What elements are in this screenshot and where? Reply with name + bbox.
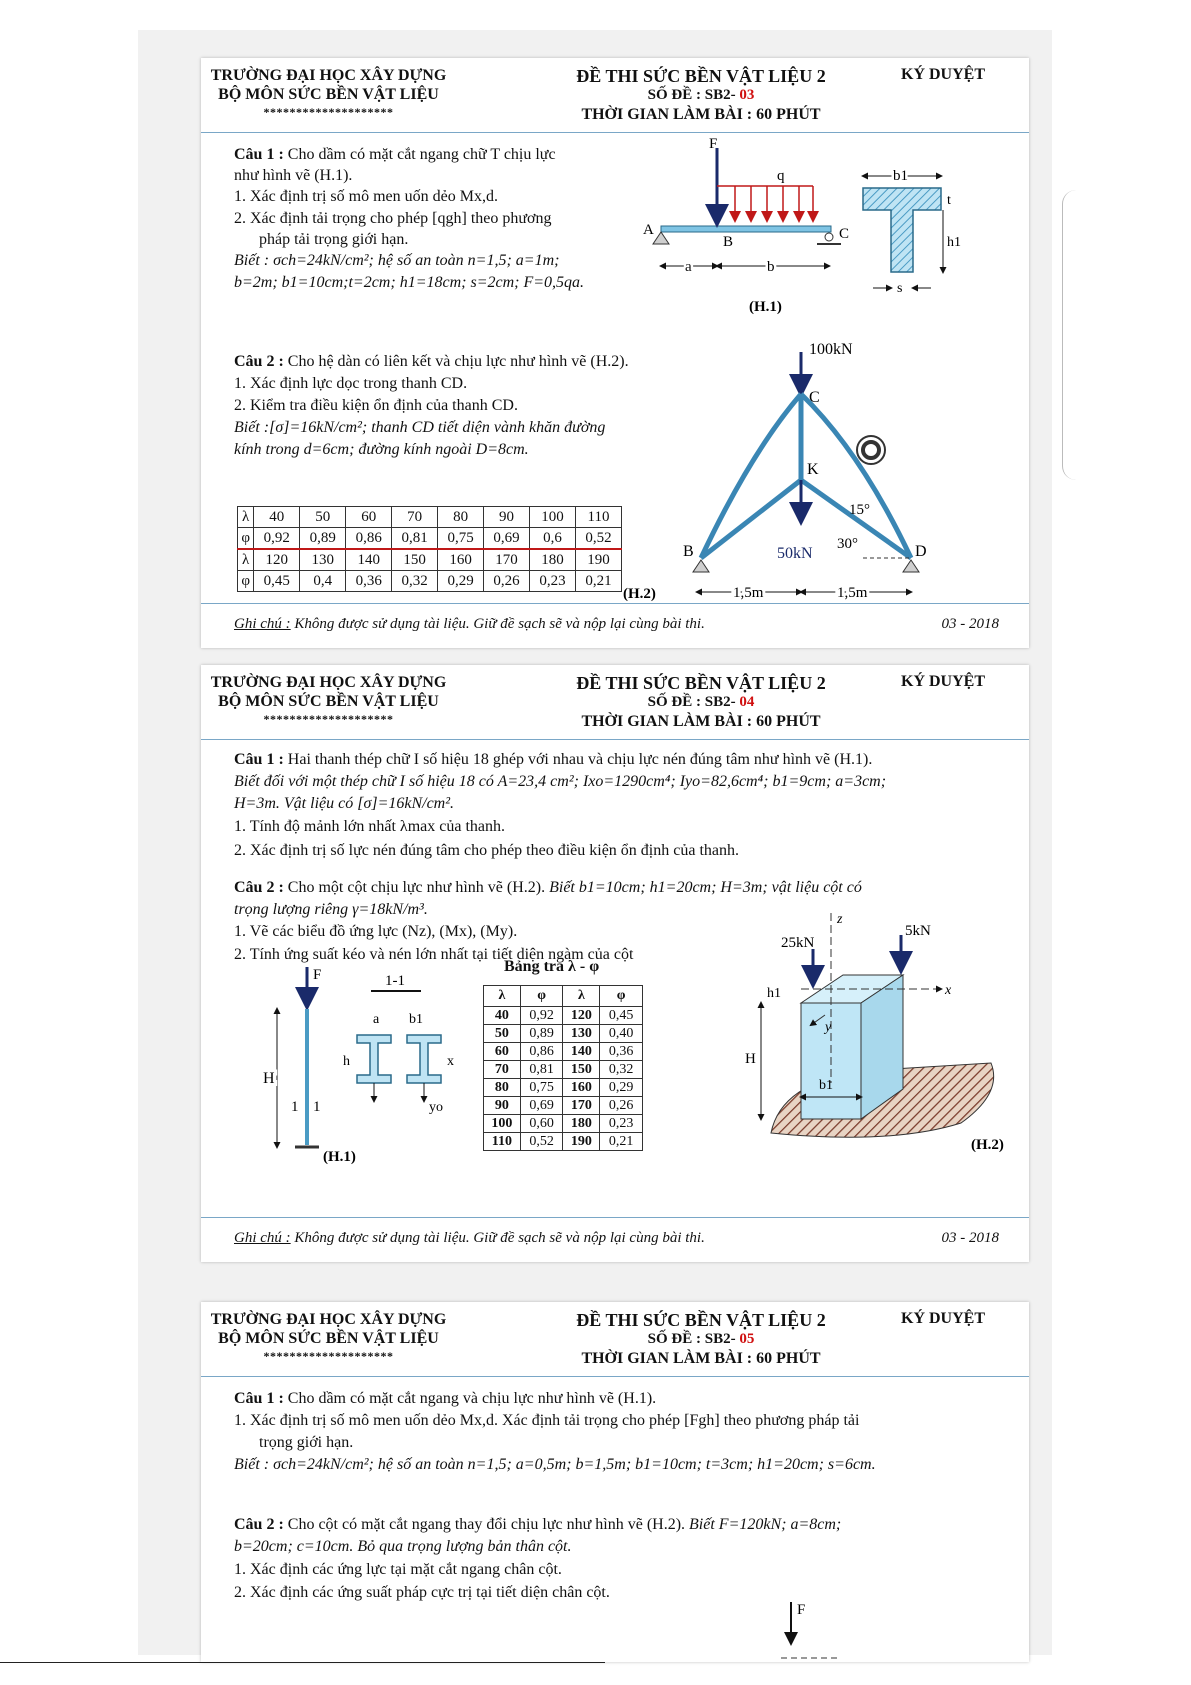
- table-cell: 0,32: [392, 571, 438, 592]
- column-bar: [305, 1009, 309, 1145]
- table-row-header: λ: [238, 507, 254, 528]
- q2-intro-text: Cho một cột chịu lực như hình vẽ (H.2).: [283, 879, 550, 896]
- table-cell: 0,6: [530, 528, 576, 550]
- exam-title: ĐỀ THI SỨC BỀN VẬT LIỆU 2: [576, 1310, 826, 1330]
- label-5kn: 5kN: [905, 923, 931, 939]
- label-25kn: 25kN: [781, 935, 815, 951]
- table-cell: 40: [254, 507, 300, 528]
- table-cell: 0,26: [484, 571, 530, 592]
- q2-intro-given: Biết F=120kN; a=8cm;: [689, 1516, 842, 1533]
- table-cell: 0,92: [254, 528, 300, 550]
- exam-duration: THỜI GIAN LÀM BÀI : 60 PHÚT: [581, 106, 821, 123]
- table-cell: 190: [563, 1133, 600, 1151]
- label-100kn: 100kN: [809, 341, 853, 358]
- q2-item-1: 1. Vẽ các biểu đồ ứng lực (Nz), (Mx), (My).: [234, 923, 518, 940]
- table-cell: 0,29: [600, 1079, 643, 1097]
- q2-intro: [234, 1514, 841, 1536]
- q1-item-1: 1. Xác định trị số mô men uốn dẻo Mx,d.: [234, 188, 498, 205]
- label-dist-2: 1,5m: [837, 585, 868, 601]
- label-dist-1: 1,5m: [733, 585, 764, 601]
- q2-item-2: 2. Tính ứng suất kéo và nén lớn nhất tại tiết diện ngàm của cột: [234, 946, 634, 963]
- exam-header: [201, 1302, 1029, 1377]
- table-cell: 0,23: [600, 1115, 643, 1133]
- label-h: h: [343, 1054, 350, 1069]
- table-cell: 190: [575, 549, 621, 571]
- exam-code-number: 04: [739, 694, 755, 710]
- q2-title: Câu 2 :: [234, 879, 284, 896]
- q1-intro-text: Cho dầm có mặt cắt ngang chữ T chịu lực: [283, 146, 556, 163]
- label-x: x: [447, 1054, 454, 1069]
- q2-given-2: kính trong d=6cm; đường kính ngoài D=8cm.: [234, 441, 529, 458]
- table-cell: 40: [484, 1007, 521, 1025]
- table-cell: 0,69: [520, 1097, 563, 1115]
- table-cell: 0,86: [520, 1043, 563, 1061]
- q1-intro: [234, 144, 556, 166]
- table-cell: 0,23: [530, 571, 576, 592]
- table-cell: 0,89: [300, 528, 346, 550]
- label-yo: yo: [429, 1100, 443, 1115]
- exam-title: ĐỀ THI SỨC BỀN VẬT LIỆU 2: [576, 66, 826, 86]
- table-cell: 0,36: [600, 1043, 643, 1061]
- exam-code-label: SỐ ĐỀ : SB2-: [647, 87, 736, 103]
- exam-footer: [201, 603, 1029, 648]
- table-cell: 0,81: [520, 1061, 563, 1079]
- label-b-point: B: [723, 234, 734, 250]
- exam-page-03: [201, 58, 1029, 648]
- table-row: [484, 1007, 643, 1025]
- table-cell: 0,45: [254, 571, 300, 592]
- exam-code: [541, 694, 861, 711]
- distributed-load-arrows: [735, 186, 813, 220]
- table-cell: 140: [563, 1043, 600, 1061]
- table-header-cell: λ: [563, 986, 600, 1007]
- table-cell: 170: [563, 1097, 600, 1115]
- exam-code: [541, 1331, 861, 1348]
- q1-title: Câu 1 :: [234, 751, 284, 768]
- table-cell: 0,69: [484, 528, 530, 550]
- table-cell: 80: [484, 1079, 521, 1097]
- table-cell: 120: [254, 549, 300, 571]
- table-cell: 160: [438, 549, 484, 571]
- i-section-pair: [357, 1035, 441, 1083]
- table-header-cell: φ: [520, 986, 563, 1007]
- caption-h2: (H.2): [623, 586, 656, 602]
- label-s: s: [897, 281, 903, 296]
- table-row: [238, 571, 622, 592]
- table-cell: 70: [392, 507, 438, 528]
- exam-page-04: [201, 665, 1029, 1262]
- table-cell: 160: [563, 1079, 600, 1097]
- table-cell: 110: [484, 1133, 521, 1151]
- approval-label: KÝ DUYỆT: [901, 66, 986, 83]
- figure-h1-beam: [641, 138, 1001, 318]
- table-cell: 80: [438, 507, 484, 528]
- q2-intro-text: Cho cột có mặt cắt ngang thay đổi chịu lực như hình vẽ (H.2).: [283, 1516, 690, 1533]
- support-d: [903, 560, 919, 572]
- label-50kn: 50kN: [777, 545, 813, 562]
- table-cell: 0,40: [600, 1025, 643, 1043]
- table-header-cell: φ: [600, 986, 643, 1007]
- q2-title: Câu 2 :: [234, 353, 284, 370]
- exam-header: [201, 58, 1029, 133]
- q2-given: b=20cm; c=10cm. Bỏ qua trọng lượng bản thân cột.: [234, 1538, 572, 1555]
- caption-h2: (H.2): [971, 1137, 1004, 1153]
- q1-given-2: b=2m; b1=10cm;t=2cm; h1=18cm; s=2cm; F=0,5qa.: [234, 274, 585, 291]
- q2-item-1: 1. Xác định các ứng lực tại mặt cắt ngang chân cột.: [234, 1561, 562, 1578]
- exam-code-number: 05: [739, 1331, 755, 1347]
- table-header-cell: λ: [484, 986, 521, 1007]
- table-row: [238, 549, 622, 571]
- label-h1: h1: [767, 986, 781, 1001]
- table-cell: 0,52: [520, 1133, 563, 1151]
- table-header-row: [484, 986, 643, 1007]
- label-section-1-right: 1: [313, 1099, 321, 1115]
- support-b: [693, 560, 709, 572]
- department-name: BỘ MÔN SỨC BỀN VẬT LIỆU: [218, 86, 439, 103]
- q1-title: Câu 1 :: [234, 1390, 284, 1407]
- table-cell: 0,45: [600, 1007, 643, 1025]
- table-row-header: λ: [238, 549, 254, 571]
- label-x: x: [945, 983, 952, 998]
- department-name: BỘ MÔN SỨC BỀN VẬT LIỆU: [218, 1330, 439, 1347]
- q1-given-1: Biết : σch=24kN/cm²; hệ số an toàn n=1,5; a=1m;: [234, 252, 560, 269]
- q1-intro-line2: như hình vẽ (H.1).: [234, 167, 353, 184]
- label-f: F: [313, 967, 322, 983]
- q1-item-1: 1. Tính độ mảnh lớn nhất λmax của thanh.: [234, 818, 505, 835]
- table-cell: 170: [484, 549, 530, 571]
- label-t: t: [947, 193, 951, 208]
- label-c-point: C: [839, 226, 850, 242]
- table-row: [238, 507, 622, 528]
- table-cell: 60: [484, 1043, 521, 1061]
- q1-item-2: 2. Xác định trị số lực nén đúng tâm cho phép theo điều kiện ổn định của thanh.: [234, 842, 739, 859]
- table-cell: 0,4: [300, 571, 346, 592]
- q1-intro-text: Hai thanh thép chữ I số hiệu 18 ghép với nhau và chịu lực nén đúng tâm như hình vẽ (H.1).: [283, 751, 873, 768]
- table-row: [484, 1115, 643, 1133]
- table-cell: 0,26: [600, 1097, 643, 1115]
- label-a: a: [373, 1012, 380, 1027]
- q1-title: Câu 1 :: [234, 146, 284, 163]
- table-row: [484, 1079, 643, 1097]
- figure-h1-column: [261, 965, 481, 1165]
- footer-note-label: Ghi chú :: [234, 616, 291, 632]
- divider-stars: ********************: [263, 105, 394, 119]
- table-cell: 90: [484, 1097, 521, 1115]
- figure-h2-truss: [623, 341, 1011, 612]
- label-q: q: [777, 168, 785, 184]
- footer-note-text: Không được sử dụng tài liệu. Giữ đề sạch sẽ và nộp lại cùng bài thi.: [290, 616, 705, 632]
- q2-given: trọng lượng riêng γ=18kN/m³.: [234, 901, 428, 918]
- truss-members: [701, 394, 911, 558]
- school-name: TRƯỜNG ĐẠI HỌC XÂY DỰNG: [210, 674, 447, 691]
- exam-code-label: SỐ ĐỀ : SB2-: [647, 1331, 736, 1347]
- q1-given: Biết : σch=24kN/cm²; hệ số an toàn n=1,5; a=0,5m; b=1,5m; b1=10cm; t=3cm; h1=20cm; s=6cm.: [234, 1456, 876, 1473]
- label-a-point: A: [643, 222, 654, 238]
- q1-item-1: 1. Xác định trị số mô men uốn dẻo Mx,d. Xác định tải trọng cho phép [Fgh] theo phương pháp tải: [234, 1412, 860, 1429]
- q2-title: Câu 2 :: [234, 1516, 284, 1533]
- label-f: F: [709, 136, 718, 152]
- support-c: [825, 233, 833, 241]
- label-h-height: H: [745, 1051, 756, 1067]
- approval-label: KÝ DUYỆT: [901, 673, 986, 690]
- q1-intro: [234, 749, 872, 771]
- table-title: Bảng tra λ - φ: [504, 958, 600, 975]
- exam-title: ĐỀ THI SỨC BỀN VẬT LIỆU 2: [576, 673, 826, 693]
- table-cell: 90: [484, 507, 530, 528]
- q1-intro-text: Cho dầm có mặt cắt ngang và chịu lực như hình vẽ (H.1).: [283, 1390, 657, 1407]
- support-a: [653, 232, 669, 244]
- table-cell: 100: [484, 1115, 521, 1133]
- footer-note: [234, 616, 705, 633]
- divider: [0, 1662, 605, 1663]
- scroll-indicator: [1062, 190, 1081, 480]
- table-row: [484, 1025, 643, 1043]
- q2-intro-given: Biết b1=10cm; h1=20cm; H=3m; vật liệu cột có: [549, 879, 862, 896]
- lambda-phi-table: [237, 506, 622, 592]
- divider-stars: ********************: [263, 1349, 394, 1363]
- q2-item-1: 1. Xác định lực dọc trong thanh CD.: [234, 375, 468, 392]
- label-node-d: D: [915, 543, 927, 560]
- label-f: F: [797, 1602, 806, 1618]
- table-cell: 140: [346, 549, 392, 571]
- divider-stars: ********************: [263, 712, 394, 726]
- table-row: [484, 1043, 643, 1061]
- label-h1: h1: [947, 235, 961, 250]
- footer-note-text: Không được sử dụng tài liệu. Giữ đề sạch sẽ và nộp lại cùng bài thi.: [290, 1230, 705, 1246]
- table-cell: 0,92: [520, 1007, 563, 1025]
- school-name: TRƯỜNG ĐẠI HỌC XÂY DỰNG: [210, 1311, 447, 1328]
- table-cell: 150: [392, 549, 438, 571]
- exam-code-number: 03: [739, 87, 755, 103]
- q1-item-2: 2. Xác định tải trọng cho phép [qgh] theo phương: [234, 210, 552, 227]
- q2-item-2: 2. Kiểm tra điều kiện ổn định của thanh CD.: [234, 397, 518, 414]
- exam-code-label: SỐ ĐỀ : SB2-: [647, 694, 736, 710]
- q2-given-1: Biết :[σ]=16kN/cm²; thanh CD tiết diện vành khăn đường: [234, 419, 606, 436]
- label-angle-30: 30°: [837, 536, 858, 552]
- exam-footer: [201, 1217, 1029, 1262]
- table-cell: 130: [563, 1025, 600, 1043]
- label-y: y: [825, 1020, 832, 1035]
- q2-item-2: 2. Xác định các ứng suất pháp cực trị tại tiết diện chân cột.: [234, 1584, 610, 1601]
- label-b1: b1: [819, 1078, 833, 1093]
- table-row: [484, 1097, 643, 1115]
- label-h-height: H: [263, 1070, 275, 1087]
- footer-note: [234, 1230, 705, 1247]
- label-z: z: [837, 912, 843, 927]
- table-row: [484, 1133, 643, 1151]
- t-section: [863, 188, 941, 272]
- table-cell: 0,32: [600, 1061, 643, 1079]
- table-cell: 70: [484, 1061, 521, 1079]
- table-row-header: φ: [238, 571, 254, 592]
- table-cell: 0,86: [346, 528, 392, 550]
- beam: [661, 226, 831, 232]
- table-cell: 0,36: [346, 571, 392, 592]
- table-cell: 180: [530, 549, 576, 571]
- table-row-header: φ: [238, 528, 254, 550]
- exam-duration: THỜI GIAN LÀM BÀI : 60 PHÚT: [581, 1350, 821, 1367]
- table-cell: 0,75: [520, 1079, 563, 1097]
- caption-h1: (H.1): [323, 1149, 356, 1165]
- table-cell: 130: [300, 549, 346, 571]
- figure-h2-partial: [781, 1598, 861, 1662]
- table-cell: 0,60: [520, 1115, 563, 1133]
- label-node-k: K: [807, 461, 819, 478]
- table-cell: 0,89: [520, 1025, 563, 1043]
- label-b1: b1: [409, 1012, 423, 1027]
- q1-intro: [234, 1388, 656, 1410]
- table-cell: 0,21: [600, 1133, 643, 1151]
- exam-duration: THỜI GIAN LÀM BÀI : 60 PHÚT: [581, 713, 821, 730]
- footer-date: 03 - 2018: [941, 616, 999, 632]
- q1-item-1-cont: trọng giới hạn.: [259, 1434, 354, 1451]
- label-node-b: B: [683, 543, 694, 560]
- label-section-1-left: 1: [291, 1099, 299, 1115]
- exam-page-05: [201, 1302, 1029, 1662]
- label-section-1-1: 1-1: [385, 973, 405, 989]
- lambda-phi-lookup-table: [483, 985, 643, 1151]
- table-cell: 110: [575, 507, 621, 528]
- label-dim-a: a: [685, 259, 692, 275]
- exam-code: [541, 87, 861, 104]
- table-cell: 60: [346, 507, 392, 528]
- table-cell: 0,81: [392, 528, 438, 550]
- label-node-c: C: [809, 389, 820, 406]
- table-cell: 0,52: [575, 528, 621, 550]
- table-cell: 50: [484, 1025, 521, 1043]
- table-row: [238, 528, 622, 550]
- figure-h2-column-block: [741, 913, 1021, 1163]
- table-cell: 0,21: [575, 571, 621, 592]
- table-cell: 120: [563, 1007, 600, 1025]
- q2-intro: [234, 351, 629, 373]
- footer-date: 03 - 2018: [941, 1230, 999, 1246]
- label-b1: b1: [893, 168, 908, 184]
- footer-note-label: Ghi chú :: [234, 1230, 291, 1246]
- table-cell: 0,75: [438, 528, 484, 550]
- q1-given-2: H=3m. Vật liệu có [σ]=16kN/cm².: [234, 795, 455, 812]
- exam-header: [201, 665, 1029, 740]
- table-cell: 180: [563, 1115, 600, 1133]
- q2-intro: [234, 877, 862, 899]
- document-viewer[interactable]: [138, 30, 1052, 1655]
- department-name: BỘ MÔN SỨC BỀN VẬT LIỆU: [218, 693, 439, 710]
- table-cell: 150: [563, 1061, 600, 1079]
- table-cell: 0,29: [438, 571, 484, 592]
- q1-item-2-cont: pháp tải trọng giới hạn.: [259, 231, 409, 248]
- approval-label: KÝ DUYỆT: [901, 1310, 986, 1327]
- table-cell: 50: [300, 507, 346, 528]
- caption-h1: (H.1): [749, 299, 782, 315]
- label-dim-b: b: [767, 259, 775, 275]
- q1-given-1: Biết đối với một thép chữ I số hiệu 18 có A=23,4 cm²; Ixo=1290cm⁴; Iyo=82,6cm⁴; b1=9cm; a=3cm;: [234, 773, 887, 790]
- table-row: [484, 1061, 643, 1079]
- label-angle-15: 15°: [849, 502, 870, 518]
- table-cell: 100: [530, 507, 576, 528]
- q2-intro-text: Cho hệ dàn có liên kết và chịu lực như hình vẽ (H.2).: [283, 353, 629, 370]
- school-name: TRƯỜNG ĐẠI HỌC XÂY DỰNG: [210, 67, 447, 84]
